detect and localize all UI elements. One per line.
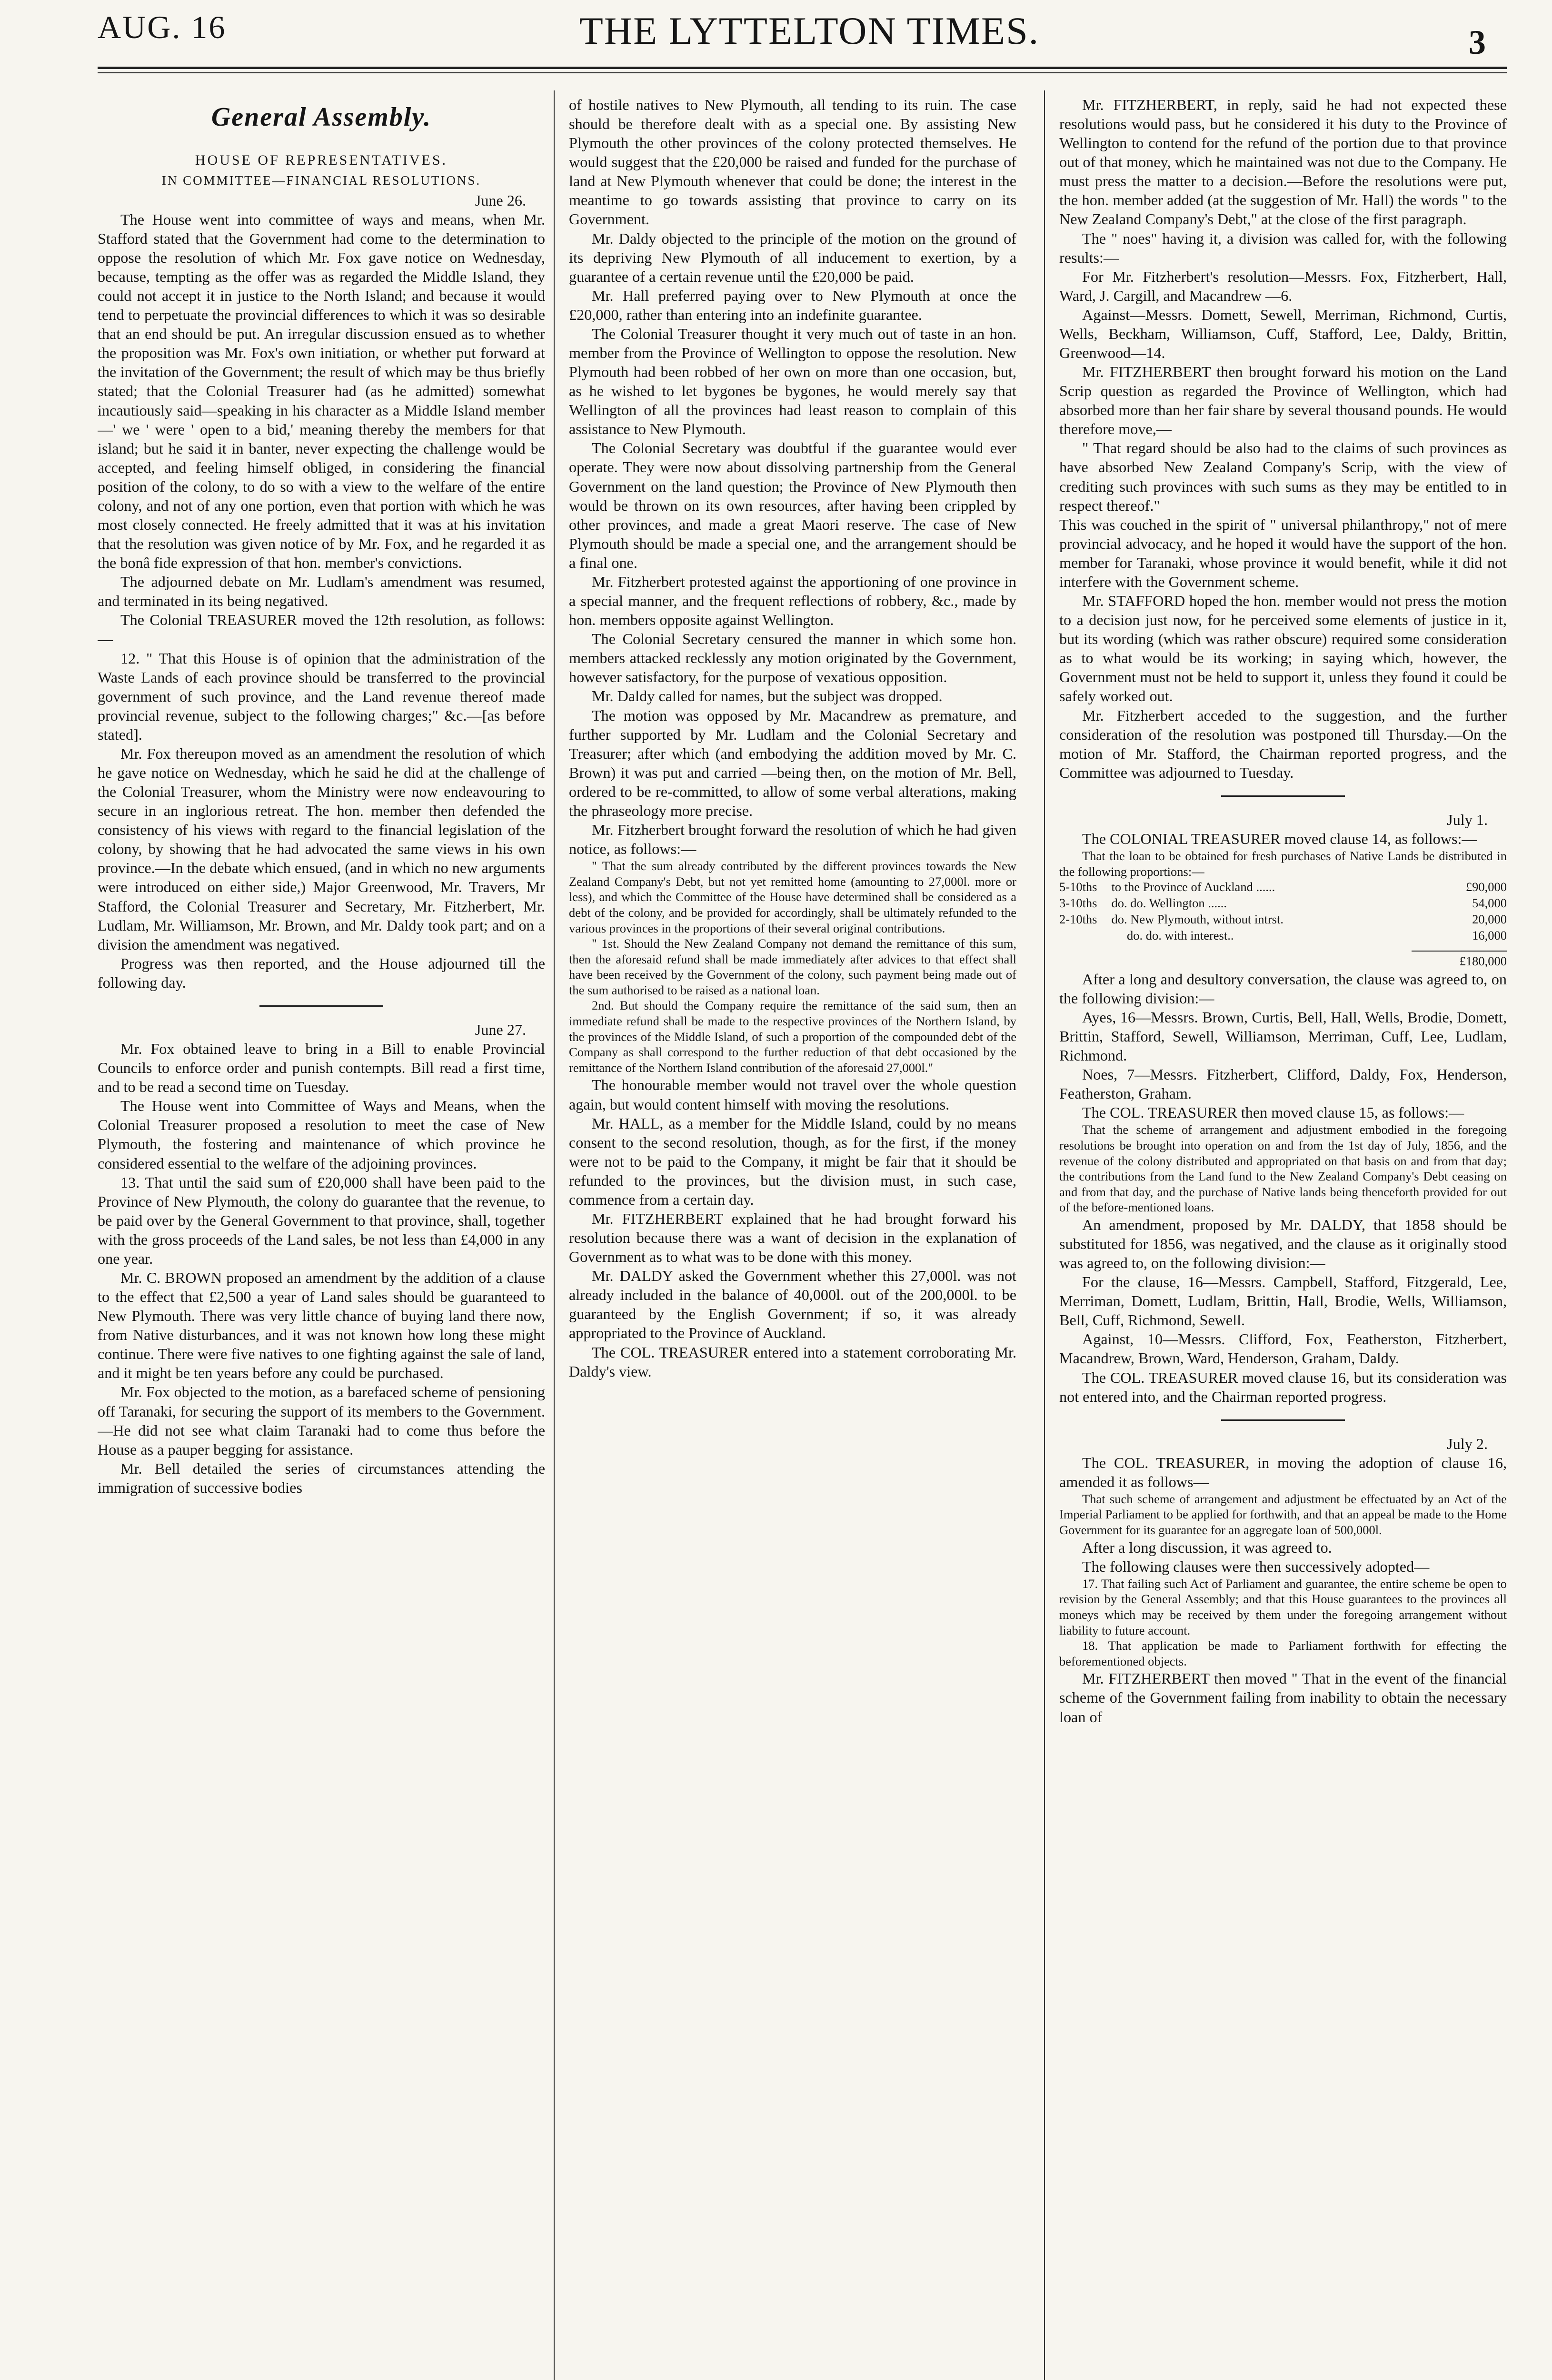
loan-description: do. do. with interest.. — [1127, 928, 1234, 942]
loan-share: 3-10ths — [1059, 896, 1097, 911]
loan-table-row — [1059, 895, 1507, 912]
house-heading: HOUSE OF REPRESENTATIVES. — [195, 152, 448, 168]
loan-table — [1059, 848, 1507, 970]
column-3 — [1059, 95, 1507, 2380]
loan-share — [1059, 928, 1113, 944]
paragraph: Mr. Hall preferred paying over to New Plymouth at once the £20,000, rather than entering into an indefinite guarantee. — [569, 287, 1016, 323]
paragraph: After a long and desultory conversation, the clause was agreed to, on the following division:— — [1059, 970, 1507, 1007]
paragraph: Noes, 7—Messrs. Fitzherbert, Clifford, Daldy, Fox, Henderson, Featherston, Graham. — [1059, 1066, 1507, 1102]
paragraph: Mr. Fitzherbert protested against the apportioning of one province in a special manner, and the frequent reflections of robbery, &c., made by hon. members opposite against Wellington. — [569, 573, 1016, 629]
paragraph: Mr. DALDY asked the Government whether this 27,000l. was not already included in the balance of 40,000l. out of the 200,000l. to be guaranteed by the English Government; if so, it was already appropriated to the Province of Auckland. — [569, 1267, 1016, 1342]
clause-15-text: That the scheme of arrangement and adjustment embodied in the foregoing resolutions be brought into operation on and from the 1st day of July, 1856, and the revenue of the colony distributed and appropriated on that basis on and from that day; the contributions from the Land fund to the New Zealand Company's Debt ceasing on and from that day, and the purchase of Native lands being thenceforth provided for out of the before-mentioned loans. — [1059, 1122, 1507, 1215]
clause-16-text: That such scheme of arrangement and adjustment be effectuated by an Act of the Imperial Parliament to be applied for forthwith, and that an appeal be made to the Home Government for its guarantee for an aggregate loan of 500,000l. — [1059, 1491, 1507, 1537]
paragraph: Mr. FITZHERBERT then brought forward his motion on the Land Scrip question as regarded the Province of Wellington, which had absorbed more than her fair share by several thousand pounds. He would therefore move,— — [1059, 363, 1507, 438]
paragraph: Mr. Fox obtained leave to bring in a Bill to enable Provincial Councils to enforce order and punish contempts. Bill read a first time, and to be read a second time on Tuesday. — [98, 1040, 545, 1096]
paragraph: Mr. C. BROWN proposed an amendment by the addition of a clause to the effect that £2,500 a year of Land sales should be guaranteed to New Plymouth. There was very little chance of buying land there now, from Native disturbances, and it was not known how long these might continue. There were five natives to one fighting against the sale of land, and it might be ten years before any could be purchased. — [98, 1269, 545, 1382]
loan-amount: 16,000 — [1472, 928, 1507, 942]
section-rule — [1221, 795, 1345, 797]
loan-total: £180,000 — [1412, 951, 1507, 970]
loan-amount: £90,000 — [1465, 880, 1507, 894]
paragraph: The COL. TREASURER entered into a statement corroborating Mr. Daldy's view. — [569, 1343, 1016, 1380]
masthead-rule — [98, 67, 1507, 69]
paragraph: The COL. TREASURER, in moving the adoption of clause 16, amended it as follows— — [1059, 1454, 1507, 1490]
loan-table-row — [1059, 879, 1507, 895]
paragraph: 13. That until the said sum of £20,000 shall have been paid to the Province of New Plymouth, the colony do guarantee that the revenue, to be paid over by the General Government to that province, shall, together with the gross proceeds of the Land sales, be not less than £4,000 in any one year. — [98, 1173, 545, 1267]
paragraph: Mr. HALL, as a member for the Middle Island, could by no means consent to the second resolution, though, as for the first, if the money were not to be paid to the Company, it might be fair that it should be refunded to the provinces, but the division must, in such case, commence from a certain day. — [569, 1114, 1016, 1208]
paragraph: Mr. Fitzherbert acceded to the suggestion, and the further consideration of the resolution was postponed till Thursday.—On the motion of Mr. Stafford, the Chairman reported progress, and the Committee was adjourned to Tuesday. — [1059, 706, 1507, 781]
paragraph: Against—Messrs. Domett, Sewell, Merriman, Richmond, Curtis, Wells, Beckham, Williamson, Cuff, Stafford, Lee, Daldy, Brittin, Greenwood—14. — [1059, 306, 1507, 362]
paragraph: The COL. TREASURER moved clause 16, but its consideration was not entered into, and the Chairman reported progress. — [1059, 1368, 1507, 1405]
paragraph: of hostile natives to New Plymouth, all tending to its ruin. The case should be therefore dealt with as a special one. By assisting New Plymouth the other provinces of the colony protected themselves. He would suggest that the £20,000 be raised and funded for the purchase of land at New Plymouth whenever that could be done; the interest in the meantime to go towards assisting that province to carry on its Government. — [569, 96, 1016, 228]
loan-table-caption: That the loan to be obtained for fresh purchases of Native Lands be distributed in the following proportions:— — [1059, 848, 1507, 879]
paragraph: After a long discussion, it was agreed to. — [1082, 1538, 1332, 1556]
resolution-text: " 1st. Should the New Zealand Company not demand the remittance of this sum, then the aforesaid refund shall be made immediately after advices to that effect shall have been received by the Government of the colony, such payment being made out of the sum authorised to be raised as a national loan. — [569, 936, 1016, 997]
paragraph: An amendment, proposed by Mr. DALDY, that 1858 should be substituted for 1856, was negatived, and the clause as it originally stood was agreed to, on the following division:— — [1059, 1216, 1507, 1272]
paragraph: 12. " That this House is of opinion that the administration of the Waste Lands of each province should be transferred to the provincial government of such province, and the Land revenue thereof made provincial revenue, subject to the following charges;" &c.—[as before stated]. — [98, 649, 545, 743]
paragraph: Against, 10—Messrs. Clifford, Fox, Featherston, Fitzherbert, Macandrew, Brown, Ward, Henderson, Graham, Daldy. — [1059, 1330, 1507, 1367]
masthead-rule-thin — [98, 72, 1507, 73]
paragraph: Mr. FITZHERBERT explained that he had brought forward his resolution because there was a want of decision in the explanation of Government as to what was to be done with this money. — [569, 1210, 1016, 1266]
paragraph: The Colonial Secretary censured the manner in which some hon. members attacked recklessly any motion originated by the Government, however satisfactory, for the purpose of vexatious opposition. — [569, 630, 1016, 686]
resolution-text: " That the sum already contributed by the different provinces towards the New Zealand Company's Debt, but not yet remitted home (amounting to 27,000l. more or less), and which the Committee of the House have determined shall be considered as a debt of the colony, and be provided for accordingly, shall be ultimately refunded to the various provinces in the proportions of their several original contributions. — [569, 859, 1016, 935]
paragraph: The adjourned debate on Mr. Ludlam's amendment was resumed, and terminated in its being negatived. — [98, 573, 545, 610]
paragraph: Mr. STAFFORD hoped the hon. member would not press the motion to a decision just now, for he perceived some elements of justice in it, but its wording (which was rather obscure) required some consideration as to what would be its working; in saying which, however, the Government must not be held to support it, unless they found it could be safely worked out. — [1059, 592, 1507, 705]
paragraph: The " noes" having it, a division was called for, with the following results:— — [1059, 229, 1507, 266]
paragraph: Mr. Fox thereupon moved as an amendment the resolution of which he gave notice on Wednesday, which he said he did at the challenge of the Colonial Treasurer, whom the Ministry were now endeavouring to secure in an inglorious retreat. The hon. member then defended the consistency of his views with regard to the financial legislation of the colony, by showing that he had advocated the same views in his own province.—In the debate which ensued, (and in which no new arguments were introduced on either side,) Major Greenwood, Mr. Travers, Mr Stafford, the Colonial Treasurer and Secretary, Mr. Fitzherbert, Mr. Ludlam, Mr. Williamson, Mr. Brown, and Mr. Daldy took part; and on a division the amendment was negatived. — [98, 744, 545, 953]
paragraph: " That regard should be also had to the claims of such provinces as have absorbed New Zealand Company's Scrip, with the view of crediting such provinces with such sums as they may be entitled to in respect thereof." — [1059, 439, 1507, 514]
resolution-text: 2nd. But should the Company require the remittance of the said sum, then an immediate refund shall be made to the respective provinces of the Northern Island, by the provinces of the Middle Island, of such a proportion of the compounded debt of the Company as shall correspond to the further reduction of that debt occasioned by the remittance of the Northern Island contribution of the aforesaid 27,000l." — [569, 998, 1016, 1075]
loan-table-row — [1059, 928, 1507, 944]
paragraph: The House went into Committee of Ways and Means, when the Colonial Treasurer proposed a resolution to meet the case of New Plymouth, the fostering and maintenance of which province he considered essential to the welfare of the adjoining provinces. — [98, 1097, 545, 1172]
page-number: 3 — [1469, 23, 1486, 61]
loan-share: 2-10ths — [1059, 912, 1097, 926]
date-july-2: July 2. — [1447, 1435, 1488, 1452]
loan-total-row — [1059, 951, 1507, 970]
paragraph: The following clauses were then successively adopted— — [1082, 1557, 1430, 1575]
committee-heading: IN COMMITTEE—FINANCIAL RESOLUTIONS. — [161, 173, 481, 188]
date-june-26: June 26. — [475, 191, 526, 209]
paragraph: The motion was opposed by Mr. Macandrew as premature, and further supported by Mr. Ludlam and the Colonial Secretary and Treasurer; after which (and embodying the addition moved by Mr. C. Brown) it was put and carried —being then, on the motion of Mr. Bell, ordered to be re-committed, to allow of some verbal alterations, making the phraseology more precise. — [569, 706, 1016, 819]
paragraph: The honourable member would not travel over the whole question again, but would content himself with moving the resolutions. — [569, 1076, 1016, 1113]
paragraph: Mr. Daldy called for names, but the subject was dropped. — [592, 687, 943, 705]
paragraph: This was couched in the spirit of " universal philanthropy," not of mere provincial advocacy, and he hoped it would have the support of the hon. member for Taranaki, whose province it would benefit, while it did not interfere with the Government scheme. — [1059, 516, 1507, 590]
paragraph: Ayes, 16—Messrs. Brown, Curtis, Bell, Hall, Wells, Brodie, Domett, Brittin, Stafford, Sewell, Williamson, Merriman, Cuff, Lee, Ludlam, Richmond. — [1059, 1008, 1507, 1064]
paragraph: Progress was then reported, and the House adjourned till the following day. — [98, 954, 545, 991]
masthead-title: THE LYTTELTON TIMES. — [579, 9, 1040, 52]
paragraph: The House went into committee of ways and means, when Mr. Stafford stated that the Government had come to the determination to oppose the resolution of which Mr. Fox gave notice on Wednesday, because, tempting as the offer was as regarded the Middle Island, they could not accept it in justice to the North Island; and because it would tend to perpetuate the provincial differences to which it was so desirable that an end should be put. An irregular discussion ensued as to whether the proposition was Mr. Fox's own initiation, or whether put forward at the invitation of the Government; the result of which may be thus briefly stated; that the Colonial Treasurer had (as he admitted) somewhat incautiously said—speaking in his character as a Middle Island member—' we ' were ' open to a bid,' meaning thereby the members for that island; but he said it in banter, never expecting the challenge would be accepted, and feeling himself obliged, in considering the financial position of the colony, to do so with a view to the welfare of the entire colony, and not of any one portion, even that portion with which he was most closely connected. He freely admitted that it was at his invitation that the resolution was given notice of by Mr. Fox, and he regarded it as the bonâ fide expression of that hon. member's convictions. — [98, 210, 545, 572]
paragraph: For Mr. Fitzherbert's resolution—Messrs. Fox, Fitzherbert, Hall, Ward, J. Cargill, and Macandrew —6. — [1059, 268, 1507, 304]
paragraph: Mr. Fitzherbert brought forward the resolution of which he had given notice, as follows:— — [569, 821, 1016, 858]
paragraph: For the clause, 16—Messrs. Campbell, Stafford, Fitzgerald, Lee, Merriman, Domett, Ludlam, Brittin, Hall, Brodie, Wells, Williamson, Bell, Cuff, Richmond, Sewell. — [1059, 1273, 1507, 1329]
section-rule — [259, 1005, 383, 1007]
paragraph: Mr. Bell detailed the series of circumstances attending the immigration of successive bodies — [98, 1459, 545, 1496]
paragraph: Mr. Daldy objected to the principle of the motion on the ground of its depriving New Plymouth of all inducement to exertion, by a guarantee of a certain revenue until the £20,000 be paid. — [569, 229, 1016, 285]
masthead-date: AUG. 16 — [98, 9, 227, 45]
paragraph: The COLONIAL TREASURER moved clause 14, as follows:— — [1082, 830, 1477, 847]
loan-amount: 20,000 — [1472, 912, 1507, 926]
loan-description: do. New Plymouth, without intrst. — [1111, 912, 1283, 926]
paragraph: The Colonial Treasurer thought it very much out of taste in an hon. member from the Province of Wellington to oppose the resolution. New Plymouth had been robbed of her own on more than one occasion, but, as he wished to let bygones be bygones, he would merely say that Wellington of all the provinces had least reason to complain of this assistance to New Plymouth. — [569, 325, 1016, 438]
paragraph: The Colonial TREASURER moved the 12th resolution, as follows:— — [98, 611, 545, 648]
section-heading: General Assembly. — [211, 102, 432, 132]
section-rule — [1221, 1419, 1345, 1421]
loan-table-row — [1059, 912, 1507, 928]
loan-description: to the Province of Auckland ...... — [1111, 880, 1275, 894]
column-1 — [98, 95, 545, 2380]
paragraph: The COL. TREASURER then moved clause 15, as follows:— — [1082, 1104, 1464, 1121]
column-divider — [554, 90, 555, 2380]
paragraph: Mr. FITZHERBERT, in reply, said he had not expected these resolutions would pass, but he considered it his duty to the Province of Wellington to contend for the refund of the portion due to that province out of that money, which he maintained was not due to the Company. He must press the matter to a decision.—Before the resolutions were put, the hon. member added (at the suggestion of Mr. Hall) the words " to the New Zealand Company's Debt," at the close of the first paragraph. — [1059, 96, 1507, 228]
paragraph: Mr. FITZHERBERT then moved " That in the event of the financial scheme of the Government failing from inability to obtain the necessary loan of — [1059, 1670, 1507, 1726]
column-divider — [1044, 90, 1045, 2380]
loan-description: do. do. Wellington ...... — [1111, 896, 1227, 911]
date-july-1: July 1. — [1447, 811, 1488, 828]
paragraph: The Colonial Secretary was doubtful if the guarantee would ever operate. They were now about dissolving partnership from the General Government on the land question; the Province of New Plymouth then would be thrown on its own resources, after having been crippled by other provinces, and made a great Maori reserve. The case of New Plymouth should be made a special one, and the arrangement should be a final one. — [569, 439, 1016, 571]
clause-18-text: 18. That application be made to Parliament forthwith for effecting the beforementioned objects. — [1059, 1638, 1507, 1668]
loan-amount: 54,000 — [1472, 896, 1507, 911]
paragraph: Mr. Fox objected to the motion, as a barefaced scheme of pensioning off Taranaki, for securing the support of its members to the Government.—He did not see what claim Taranaki had to come thus before the House as a pauper begging for assistance. — [98, 1383, 545, 1458]
column-2 — [569, 95, 1016, 2380]
clause-17-text: 17. That failing such Act of Parliament and guarantee, the entire scheme be open to revision by the General Assembly; and that this House guarantees to the provinces all moneys which may be received by them under the foregoing arrangement without liability to future account. — [1059, 1576, 1507, 1637]
date-june-27: June 27. — [475, 1021, 526, 1038]
loan-share: 5-10ths — [1059, 880, 1097, 894]
